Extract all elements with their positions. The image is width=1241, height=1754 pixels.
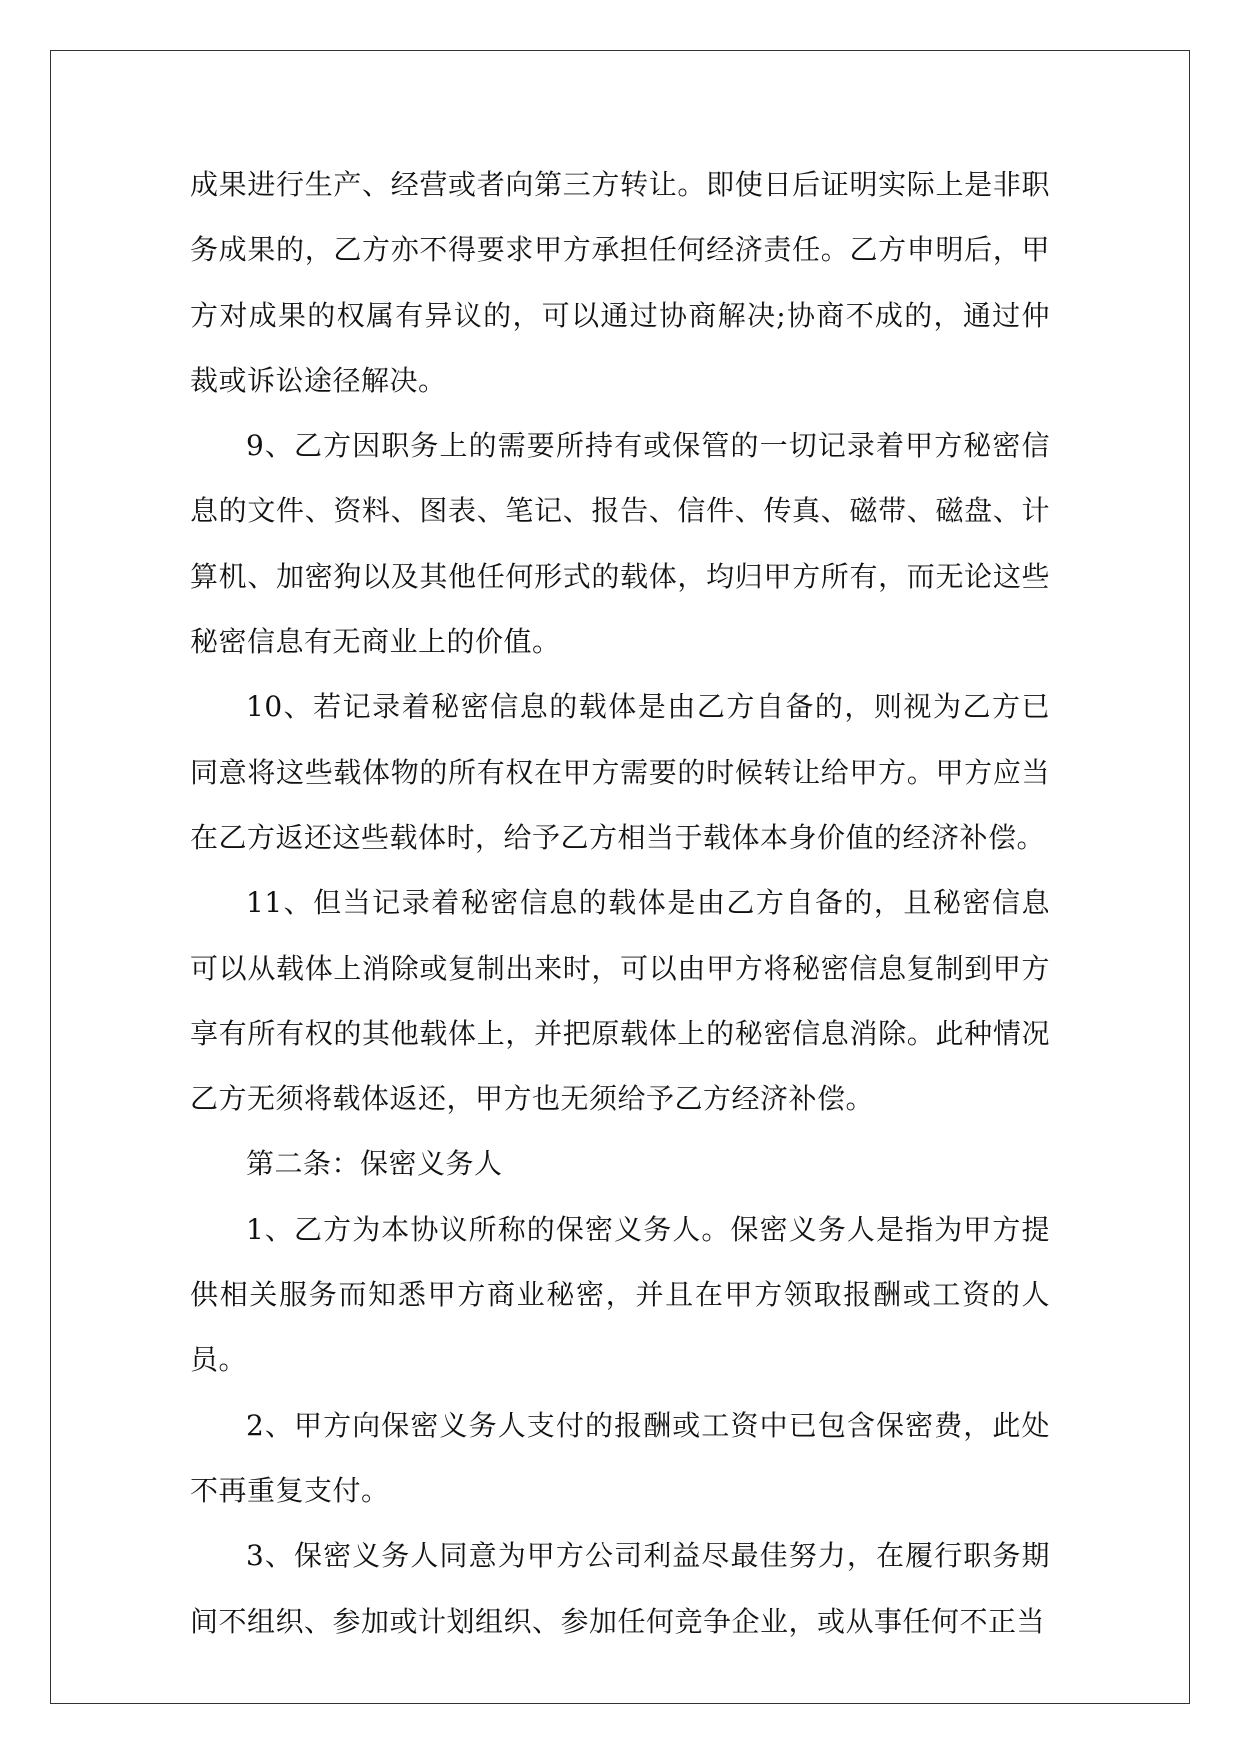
paragraph-item-11: 11、但当记录着秘密信息的载体是由乙方自备的，且秘密信息可以从载体上消除或复制出来时，可以由甲方将秘密信息复制到甲方享有所有权的其他载体上，并把原载体上的秘密信息消除。此种情况乙方无须将载体返还，甲方也无须给予乙方经济补偿。	[190, 886, 1050, 1116]
paragraph-item-10: 10、若记录着秘密信息的载体是由乙方自备的，则视为乙方已同意将这些载体物的所有权在甲方需要的时候转让给甲方。甲方应当在乙方返还这些载体时，给予乙方相当于载体本身价值的经济补偿。	[190, 690, 1050, 854]
paragraph-item-1: 1、乙方为本协议所称的保密义务人。保密义务人是指为甲方提供相关服务而知悉甲方商业秘密，并且在甲方领取报酬或工资的人员。	[190, 1212, 1050, 1377]
paragraph-item-3: 3、保密义务人同意为甲方公司利益尽最佳努力，在履行职务期间不组织、参加或计划组织、参加任何竞争企业，或从事任何不正当	[190, 1539, 1050, 1638]
paragraph-continuation: 成果进行生产、经营或者向第三方转让。即使日后证明实际上是非职务成果的，乙方亦不得要求甲方承担任何经济责任。乙方申明后，甲方对成果的权属有异议的，可以通过协商解决;协商不成的，通过仲裁或诉讼途径解决。	[190, 168, 1050, 397]
paragraph-item-2: 2、甲方向保密义务人支付的报酬或工资中已包含保密费，此处不再重复支付。	[190, 1408, 1050, 1507]
paragraph-item-9: 9、乙方因职务上的需要所持有或保管的一切记录着甲方秘密信息的文件、资料、图表、笔记、报告、信件、传真、磁带、磁盘、计算机、加密狗以及其他任何形式的载体，均归甲方所有，而无论这些秘密信息有无商业上的价值。	[190, 429, 1050, 659]
section-heading: 第二条：保密义务人	[246, 1147, 503, 1181]
document-body	[190, 152, 1050, 1654]
